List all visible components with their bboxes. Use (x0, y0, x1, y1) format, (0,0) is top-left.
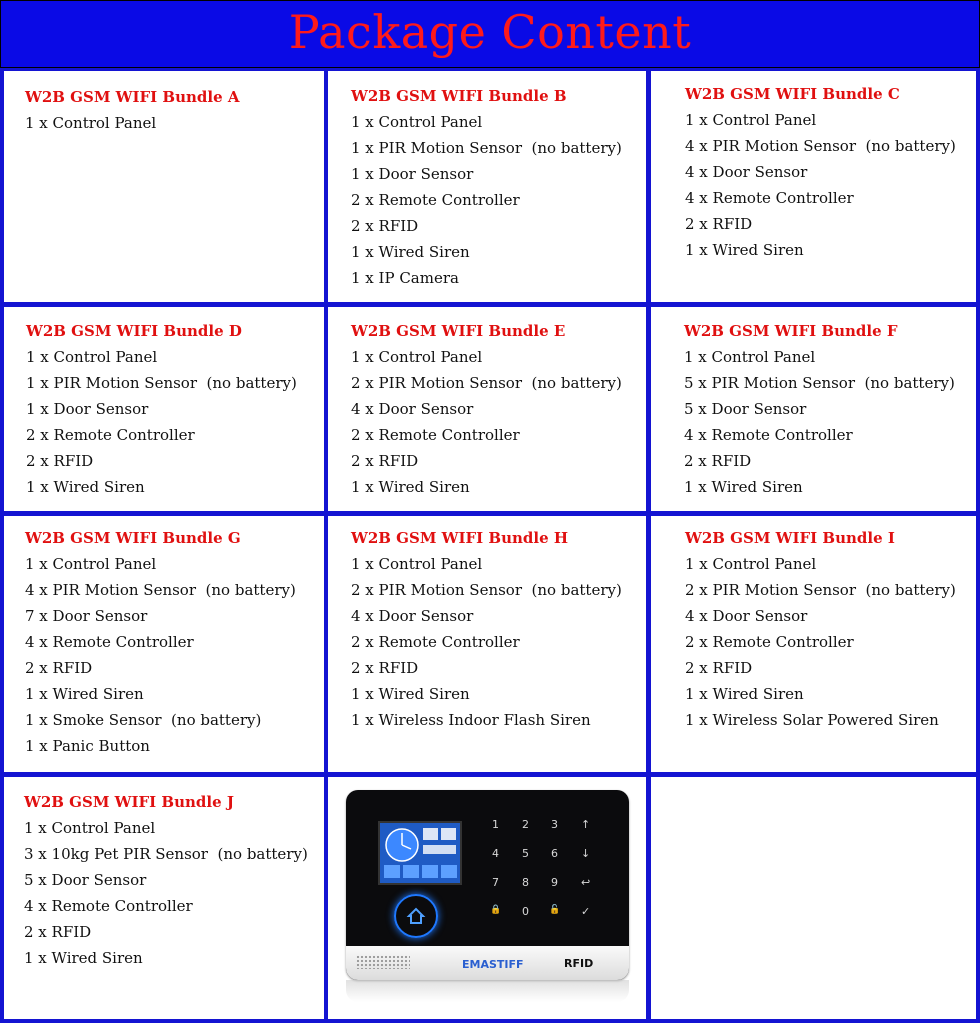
bundle-item: 2 x RFID (684, 452, 752, 470)
speaker-grille (356, 955, 410, 969)
bundle-item: 2 x Remote Controller (351, 426, 520, 444)
bundle-card-d (4, 307, 324, 511)
keypad-key: 5 (522, 847, 529, 860)
bundle-title: W2B GSM WIFI Bundle A (25, 88, 240, 106)
bundle-item: 1 x Control Panel (25, 114, 157, 132)
bundle-item: 4 x Door Sensor (685, 607, 808, 625)
bundle-item: 1 x Wired Siren (351, 478, 470, 496)
rfid-label: RFID (564, 957, 594, 970)
bundle-item: 1 x Wired Siren (24, 949, 143, 967)
bundle-item: 2 x RFID (351, 659, 419, 677)
bundle-title: W2B GSM WIFI Bundle G (25, 529, 241, 547)
bundle-item: 5 x PIR Motion Sensor (no battery) (684, 374, 955, 392)
bundle-item: 4 x Remote Controller (685, 189, 854, 207)
bundle-item: 4 x Remote Controller (24, 897, 193, 915)
bundle-item: 2 x RFID (24, 923, 92, 941)
bundle-item: 1 x Wired Siren (351, 243, 470, 261)
keypad-key: 1 (492, 818, 499, 831)
bundle-title: W2B GSM WIFI Bundle B (351, 87, 567, 105)
bundle-item: 1 x Door Sensor (351, 165, 474, 183)
bundle-item: 2 x RFID (26, 452, 94, 470)
bundle-card-j (4, 777, 324, 1019)
keypad-key: 2 (522, 818, 529, 831)
bundle-item: 4 x Remote Controller (25, 633, 194, 651)
bundle-item: 1 x Panic Button (25, 737, 150, 755)
keypad-key: 0 (522, 905, 529, 918)
keypad-key: 🔒 (490, 905, 502, 915)
bundle-card-e (328, 307, 646, 511)
bundle-item: 2 x PIR Motion Sensor (no battery) (685, 581, 956, 599)
bundle-card-g (4, 516, 324, 772)
keypad-key: 7 (492, 876, 499, 889)
keypad-key: 6 (551, 847, 558, 860)
bundle-item: 4 x Door Sensor (351, 607, 474, 625)
brand-logo: EMASTIFF (462, 958, 524, 971)
bundle-card-f (651, 307, 976, 511)
bundle-card-h (328, 516, 646, 772)
keypad-key: ✓ (581, 905, 591, 918)
bundle-item: 1 x Wireless Indoor Flash Siren (351, 711, 591, 729)
bundle-item: 2 x PIR Motion Sensor (no battery) (351, 581, 622, 599)
bundle-title: W2B GSM WIFI Bundle D (26, 322, 242, 340)
bundle-item: 2 x PIR Motion Sensor (no battery) (351, 374, 622, 392)
keypad-key: 4 (492, 847, 499, 860)
bundle-item: 5 x Door Sensor (684, 400, 807, 418)
bundle-title: W2B GSM WIFI Bundle I (685, 529, 895, 547)
bundle-title: W2B GSM WIFI Bundle J (24, 793, 234, 811)
keypad-key: ↑ (581, 818, 591, 831)
bundle-item: 5 x Door Sensor (24, 871, 147, 889)
bundle-item: 1 x Control Panel (25, 555, 157, 573)
bundle-item: 2 x RFID (351, 217, 419, 235)
bundle-item: 1 x Control Panel (26, 348, 158, 366)
bundle-item: 1 x Wired Siren (26, 478, 145, 496)
keypad-key: 8 (522, 876, 529, 889)
bundle-item: 1 x Wireless Solar Powered Siren (685, 711, 939, 729)
bundle-item: 2 x Remote Controller (351, 191, 520, 209)
lcd-screen (378, 821, 462, 885)
keypad-key: 9 (551, 876, 558, 889)
bundle-item: 2 x Remote Controller (351, 633, 520, 651)
bundle-item: 2 x RFID (25, 659, 93, 677)
bundle-item: 1 x Door Sensor (26, 400, 149, 418)
bundle-item: 4 x PIR Motion Sensor (no battery) (685, 137, 956, 155)
bundle-card-c (651, 71, 976, 302)
bundle-item: 1 x Wired Siren (25, 685, 144, 703)
bundle-item: 2 x Remote Controller (26, 426, 195, 444)
bundle-item: 4 x Door Sensor (351, 400, 474, 418)
bundle-item: 1 x Wired Siren (685, 241, 804, 259)
keypad-key: 3 (551, 818, 558, 831)
header-banner (0, 0, 980, 68)
bundle-item: 2 x Remote Controller (685, 633, 854, 651)
panel-reflection (346, 980, 629, 1002)
control-panel-image (346, 790, 629, 980)
bundle-item: 1 x Control Panel (685, 555, 817, 573)
bundle-item: 1 x Control Panel (351, 348, 483, 366)
bundle-item: 1 x Control Panel (684, 348, 816, 366)
bundle-item: 2 x RFID (685, 215, 753, 233)
bundle-card-b (328, 71, 646, 302)
bundle-item: 1 x Control Panel (351, 555, 483, 573)
bundle-item: 1 x PIR Motion Sensor (no battery) (351, 139, 622, 157)
bundle-item: 1 x Control Panel (351, 113, 483, 131)
bundle-item: 1 x Smoke Sensor (no battery) (25, 711, 262, 729)
bundle-item: 1 x Control Panel (685, 111, 817, 129)
bundle-item: 1 x Control Panel (24, 819, 156, 837)
bundle-item: 1 x IP Camera (351, 269, 459, 287)
bundle-title: W2B GSM WIFI Bundle E (351, 322, 566, 340)
bundle-card-a (4, 71, 324, 302)
page-title: Package Content (288, 5, 692, 59)
keypad-key: ↩ (581, 876, 591, 889)
keypad-key: ↓ (581, 847, 591, 860)
bundle-item: 3 x 10kg Pet PIR Sensor (no battery) (24, 845, 308, 863)
bundle-item: 1 x Wired Siren (684, 478, 803, 496)
bundle-item: 2 x RFID (351, 452, 419, 470)
bundle-item: 4 x Remote Controller (684, 426, 853, 444)
empty-cell (651, 777, 976, 1019)
bundle-card-i (651, 516, 976, 772)
bundle-item: 1 x PIR Motion Sensor (no battery) (26, 374, 297, 392)
home-icon (394, 894, 438, 938)
bundle-item: 7 x Door Sensor (25, 607, 148, 625)
bundle-item: 4 x PIR Motion Sensor (no battery) (25, 581, 296, 599)
bundle-title: W2B GSM WIFI Bundle F (684, 322, 898, 340)
bundle-item: 1 x Wired Siren (351, 685, 470, 703)
keypad-key: 🔓 (549, 905, 561, 915)
bundle-title: W2B GSM WIFI Bundle C (685, 85, 900, 103)
bundle-item: 1 x Wired Siren (685, 685, 804, 703)
bundle-title: W2B GSM WIFI Bundle H (351, 529, 569, 547)
bundle-item: 2 x RFID (685, 659, 753, 677)
bundle-item: 4 x Door Sensor (685, 163, 808, 181)
